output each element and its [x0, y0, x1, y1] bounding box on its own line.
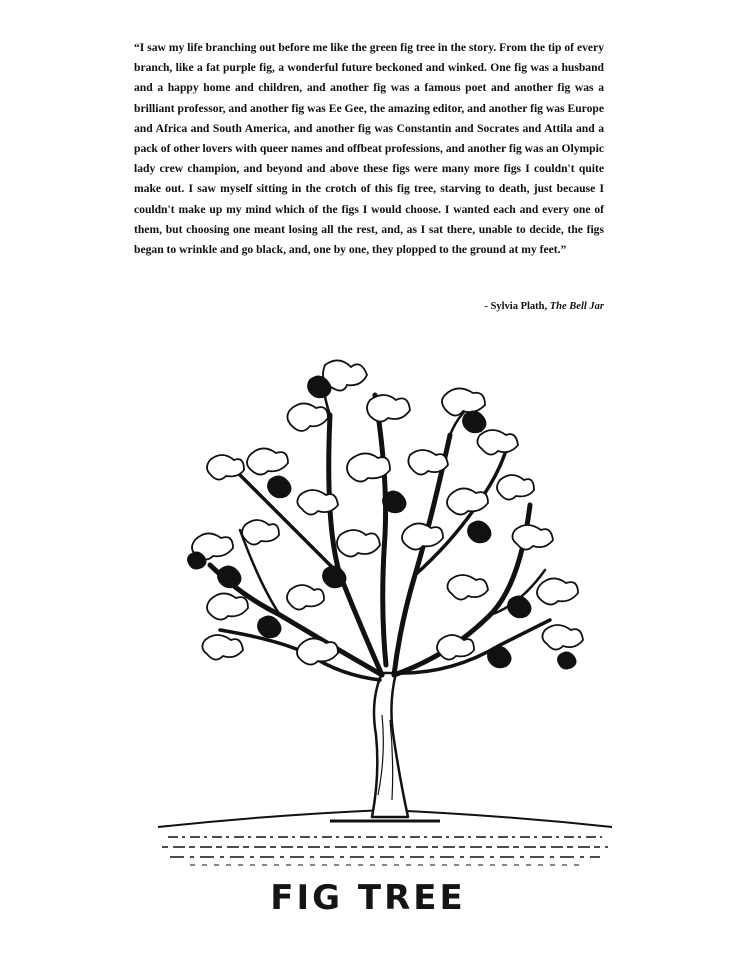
attribution [484, 301, 604, 312]
fig-tree-trunk [372, 673, 408, 817]
fig-tree-caption: FIG TREE [270, 878, 466, 918]
attribution-author: - Sylvia Plath, [484, 301, 550, 312]
attribution-book-title: The Bell Jar [549, 301, 604, 312]
quote-text: “I saw my life branching out before me like the green fig tree in the story. From the tip of every branch, like a fat purple fig, a wonderful future beckoned and winked. One fig was a husband and a happy home and children, and another fig was a famous poet and another fig was a brilliant professor, and another fig was Ee Gee, the amazing editor, and another fig was Europe and Africa and South America, and another fig was Constantin and Socrates and Attila and a pack of other lovers with queer names and offbeat professions, and another fig was an Olympic lady crew champion, and beyond and above these figs were many more figs I couldn't quite make out. I saw myself sitting in the crotch of this fig tree, starving to death, just because I couldn't make up my mind which of the figs I would choose. I wanted each and every one of them, but choosing one meant losing all the rest, and, as I sat there, unable to decide, the figs began to wrinkle and go black, and, one by one, they plopped to the ground at my feet.” [134, 41, 604, 257]
fig-tree-illustration [150, 355, 620, 875]
